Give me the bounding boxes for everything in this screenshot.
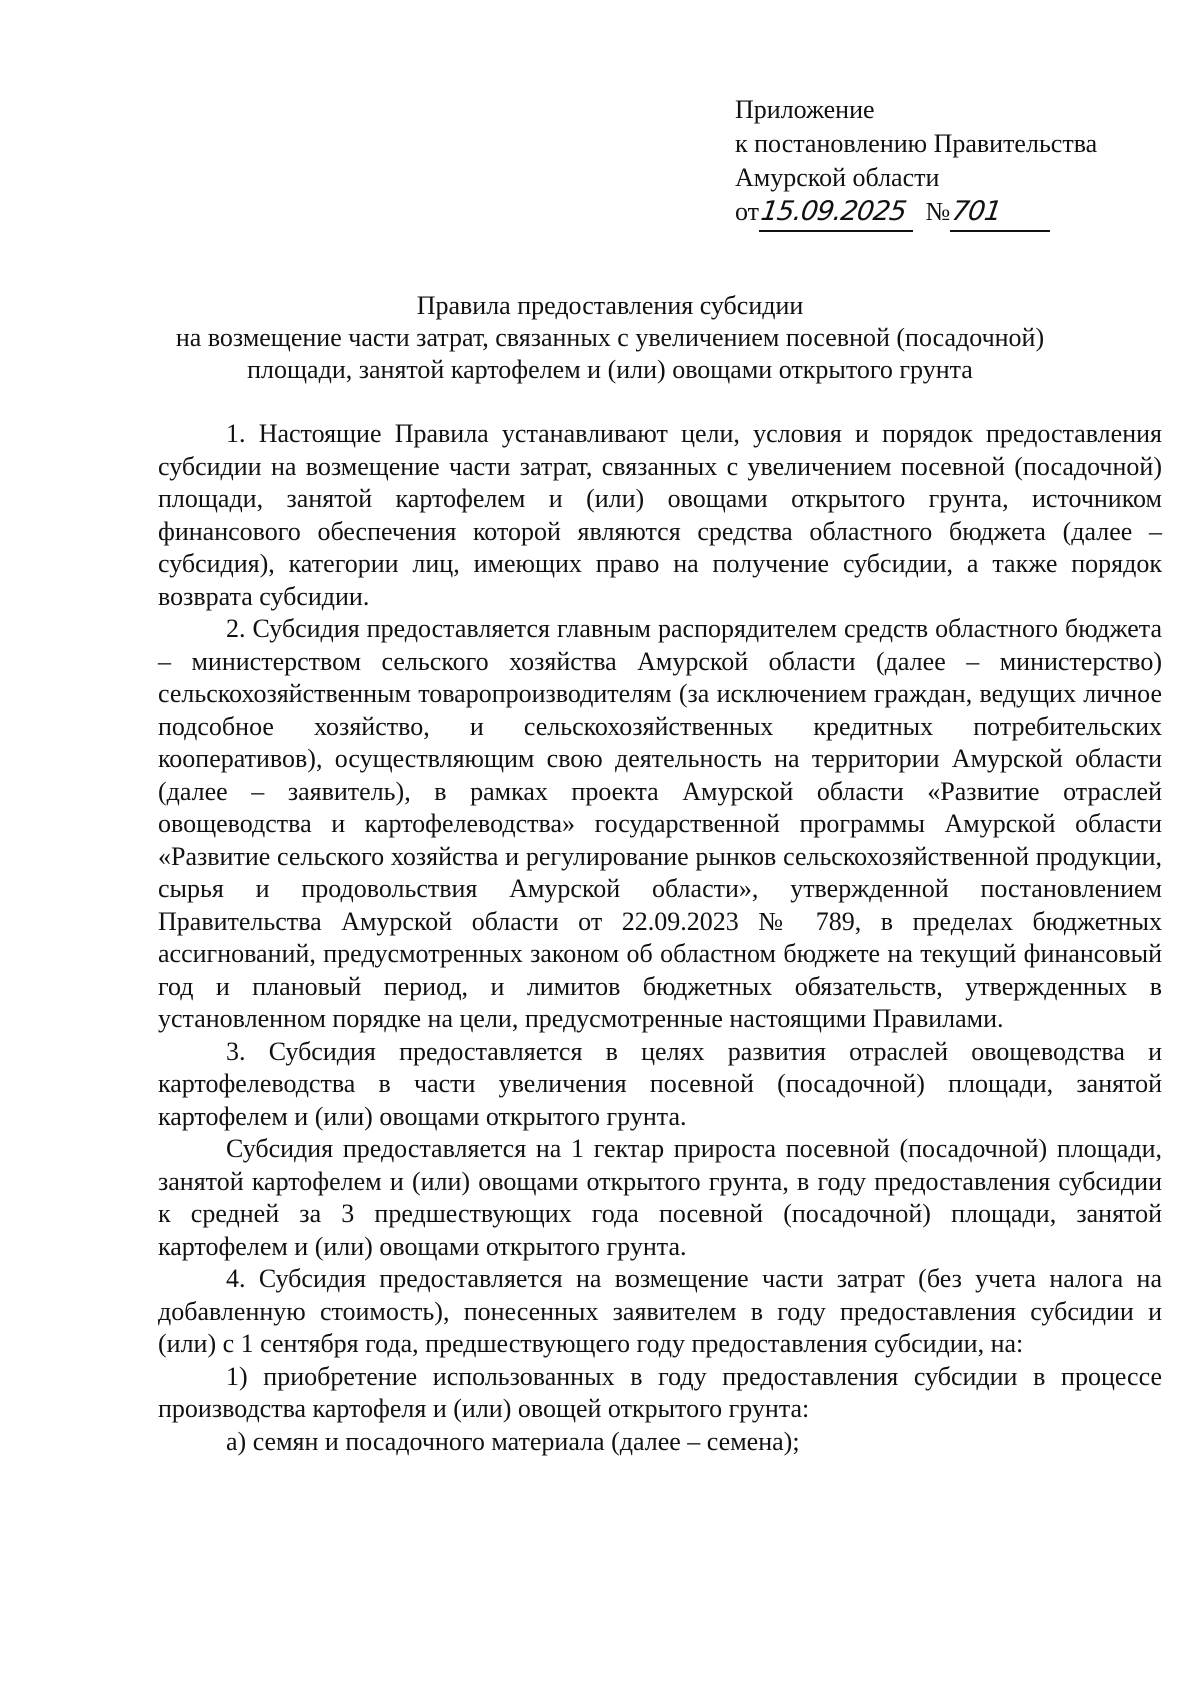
appendix-label: Приложение (735, 95, 875, 124)
appendix-region: Амурской области (735, 163, 940, 192)
date-prefix: от (735, 197, 760, 226)
paragraph-3: 3. Субсидия предоставляется в целях развития отраслей овощеводства и картофелеводства в части увеличения посевной (посадочной) площади, занятой картофелем и (или) овощами открытого грунта. (158, 1036, 1162, 1131)
paragraph-2: 2. Субсидия предоставляется главным распорядителем средств областного бюджета – министерством сельского хозяйства Амурской области (далее – министерство) сельскохозяйственным товаропроизводителям (за исключением граждан, ведущих личное подсобное хозяйство, и сельскохозяйственных кредитных потребительских кооперативов), осуществляющим свою деятельность на территории Амурской области (далее – заявитель), в рамках проекта Амурской области «Развитие отраслей овощеводства и картофелеводства» государственной программы Амурской области «Развитие сельского хозяйства и регулирование рынков сельскохозяйственной продукции, сырья и продовольствия Амурской области», утвержденной постановлением Правительства Амурской области от 22.09.2023 № 789, в пределах бюджетных ассигнований, предусмотренных законом об областном бюджете на текущий финансовый год и плановый период, и лимитов бюджетных обязательств, утвержденных в установленном порядке на цели, предусмотренные настоящими Правилами. (158, 614, 1162, 1033)
number-prefix: № (925, 197, 951, 226)
paragraph-1: 1. Настоящие Правила устанавливают цели, условия и порядок предоставления субсидии на возмещение части затрат, связанных с увеличением посевной (посадочной) площади, занятой картофелем и (или) овощами открытого грунта, источником финансового обеспечения которой являются средства областного бюджета (далее – субсидия), категории лиц, имеющих право на получение субсидии, а также порядок возврата субсидии. (158, 419, 1162, 611)
title-line-2: на возмещение части затрат, связанных с увеличением посевной (посадочной) (175, 323, 1045, 352)
title-line-1: Правила предоставления субсидии (416, 291, 804, 320)
document-title (140, 290, 1080, 386)
paragraph-4: 4. Субсидия предоставляется на возмещение части затрат (без учета налога на добавленную стоимость), понесенных заявителем в году предоставления субсидии и (или) с 1 сентября года, предшествующего году предоставления субсидии, на: (158, 1264, 1162, 1358)
paragraph-4-item-1: 1) приобретение использованных в году предоставления субсидии в процессе производства картофеля и (или) овощей открытого грунта: (158, 1361, 1162, 1423)
handwritten-date: 15.09.2025 (758, 196, 908, 227)
appendix-reference: к постановлению Правительства (735, 129, 1098, 158)
decree-date-number (735, 195, 1165, 235)
date-field (759, 195, 913, 232)
number-field (950, 195, 1050, 232)
title-line-3: площади, занятой картофелем и (или) овощами открытого грунта (247, 355, 973, 384)
document-body (158, 418, 1162, 1458)
paragraph-4-item-1a: а) семян и посадочного материала (далее – семена); (226, 1426, 800, 1456)
handwritten-number: 701 (950, 196, 1004, 227)
appendix-header (735, 93, 1165, 235)
paragraph-3-continued: Субсидия предоставляется на 1 гектар прироста посевной (посадочной) площади, занятой картофелем и (или) овощами открытого грунта, в году предоставления субсидии к средней за 3 предшествующих года посевной (посадочной) площади, занятой картофелем и (или) овощами открытого грунта. (158, 1134, 1162, 1261)
